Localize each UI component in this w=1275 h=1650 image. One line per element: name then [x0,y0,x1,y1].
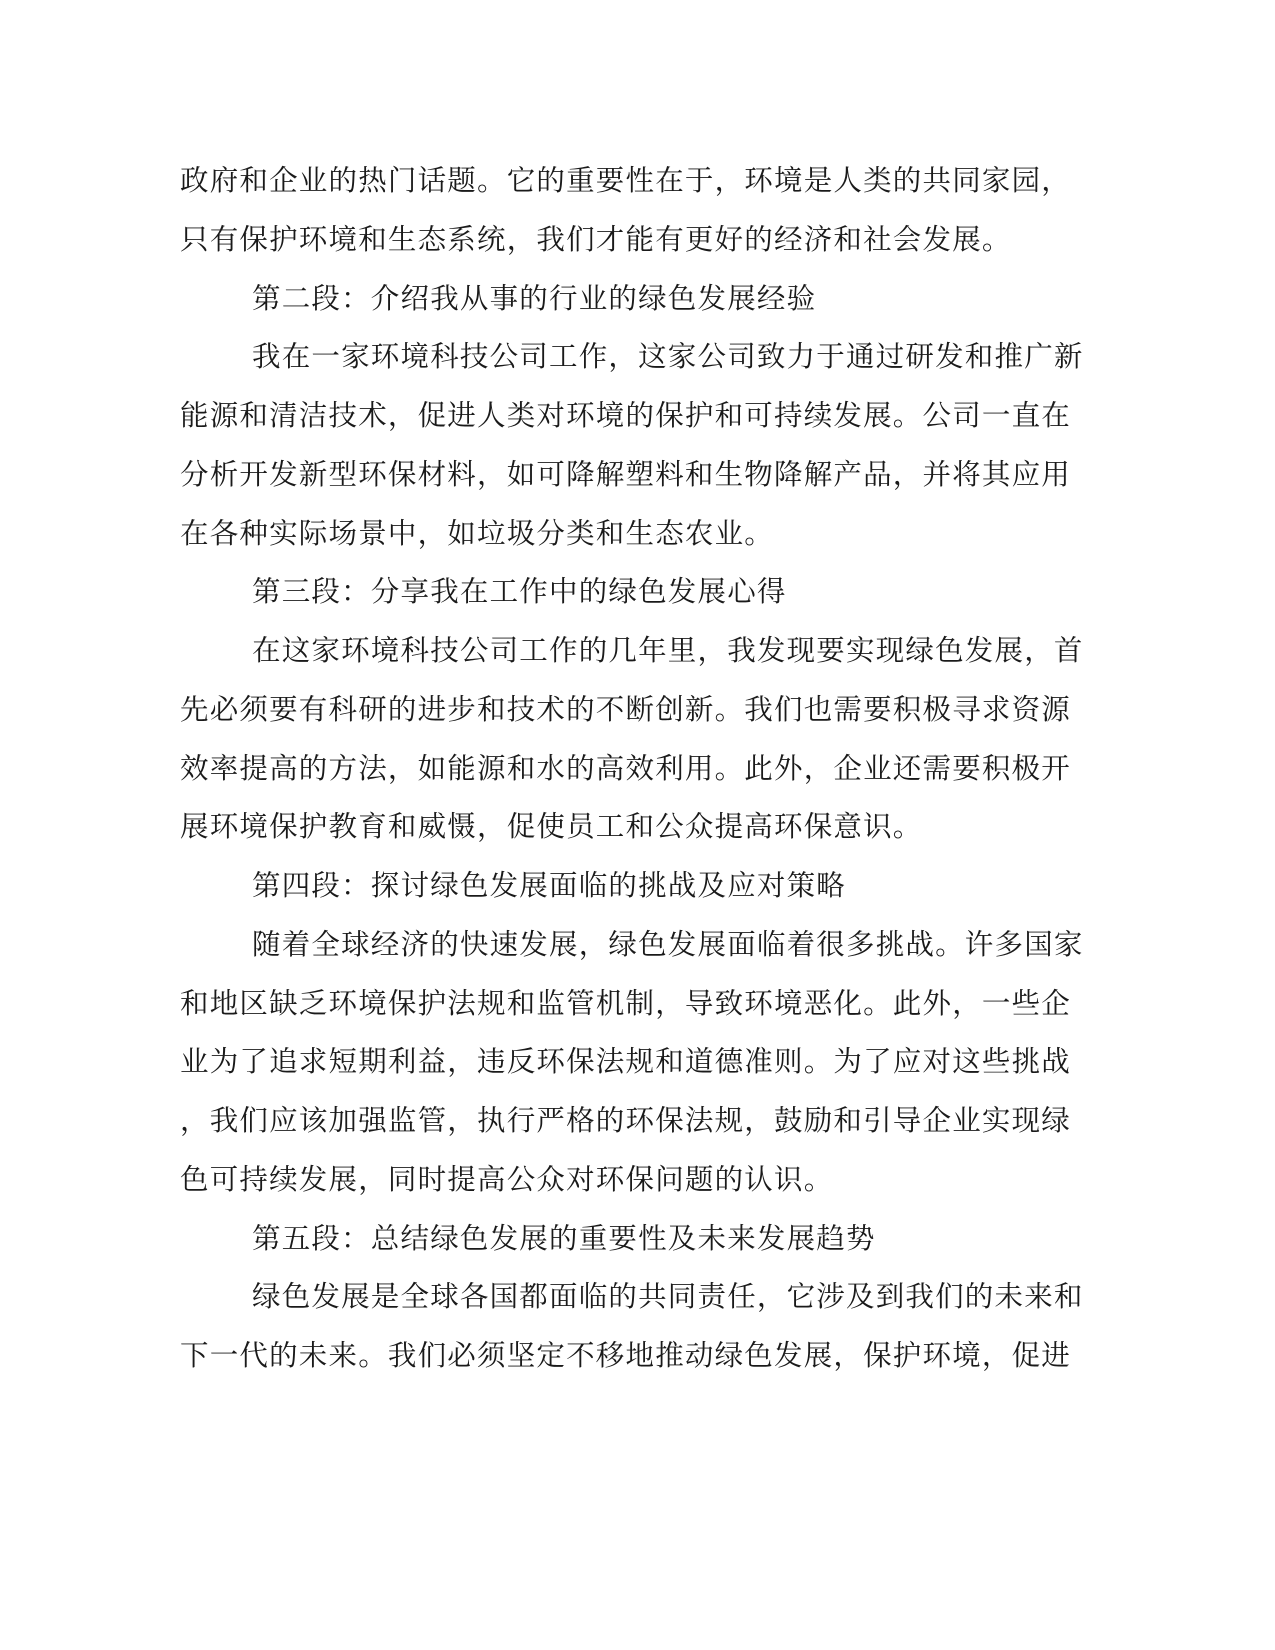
body-text-line: 在各种实际场景中，如垃圾分类和生态农业。 [180,517,775,550]
section-heading-3: 第三段：分享我在工作中的绿色发展心得 [252,575,787,608]
body-text-line: 在这家环境科技公司工作的几年里，我发现要实现绿色发展，首 [252,634,1084,667]
body-text-line: 随着全球经济的快速发展，绿色发展面临着很多挑战。许多国家 [252,928,1084,961]
section-heading-5: 第五段：总结绿色发展的重要性及未来发展趋势 [252,1222,876,1255]
body-text-line: 展环境保护教育和威慑，促使员工和公众提高环保意识。 [180,810,923,843]
body-text-line: 政府和企业的热门话题。它的重要性在于，环境是人类的共同家园， [180,164,1072,197]
body-text-line: 和地区缺乏环境保护法规和监管机制，导致环境恶化。此外，一些企 [180,987,1072,1020]
body-text-line: 下一代的未来。我们必须坚定不移地推动绿色发展，保护环境，促进 [180,1339,1072,1372]
body-text-line: 色可持续发展，同时提高公众对环保问题的认识。 [180,1163,834,1196]
body-text-line: 绿色发展是全球各国都面临的共同责任，它涉及到我们的未来和 [252,1280,1084,1313]
body-text-line: 分析开发新型环保材料，如可降解塑料和生物降解产品，并将其应用 [180,458,1072,491]
body-text-line: 先必须要有科研的进步和技术的不断创新。我们也需要积极寻求资源 [180,693,1072,726]
body-text-line: 效率提高的方法，如能源和水的高效利用。此外，企业还需要积极开 [180,752,1072,785]
section-heading-2: 第二段：介绍我从事的行业的绿色发展经验 [252,282,817,315]
body-text-line: 业为了追求短期利益，违反环保法规和道德准则。为了应对这些挑战 [180,1045,1072,1078]
body-text-line: 我在一家环境科技公司工作，这家公司致力于通过研发和推广新 [252,340,1084,373]
section-heading-4: 第四段：探讨绿色发展面临的挑战及应对策略 [252,869,847,902]
body-text-line: 能源和清洁技术，促进人类对环境的保护和可持续发展。公司一直在 [180,399,1072,432]
body-text-line: 只有保护环境和生态系统，我们才能有更好的经济和社会发展。 [180,223,1012,256]
body-text-line: ，我们应该加强监管，执行严格的环保法规，鼓励和引导企业实现绿 [180,1104,1072,1137]
